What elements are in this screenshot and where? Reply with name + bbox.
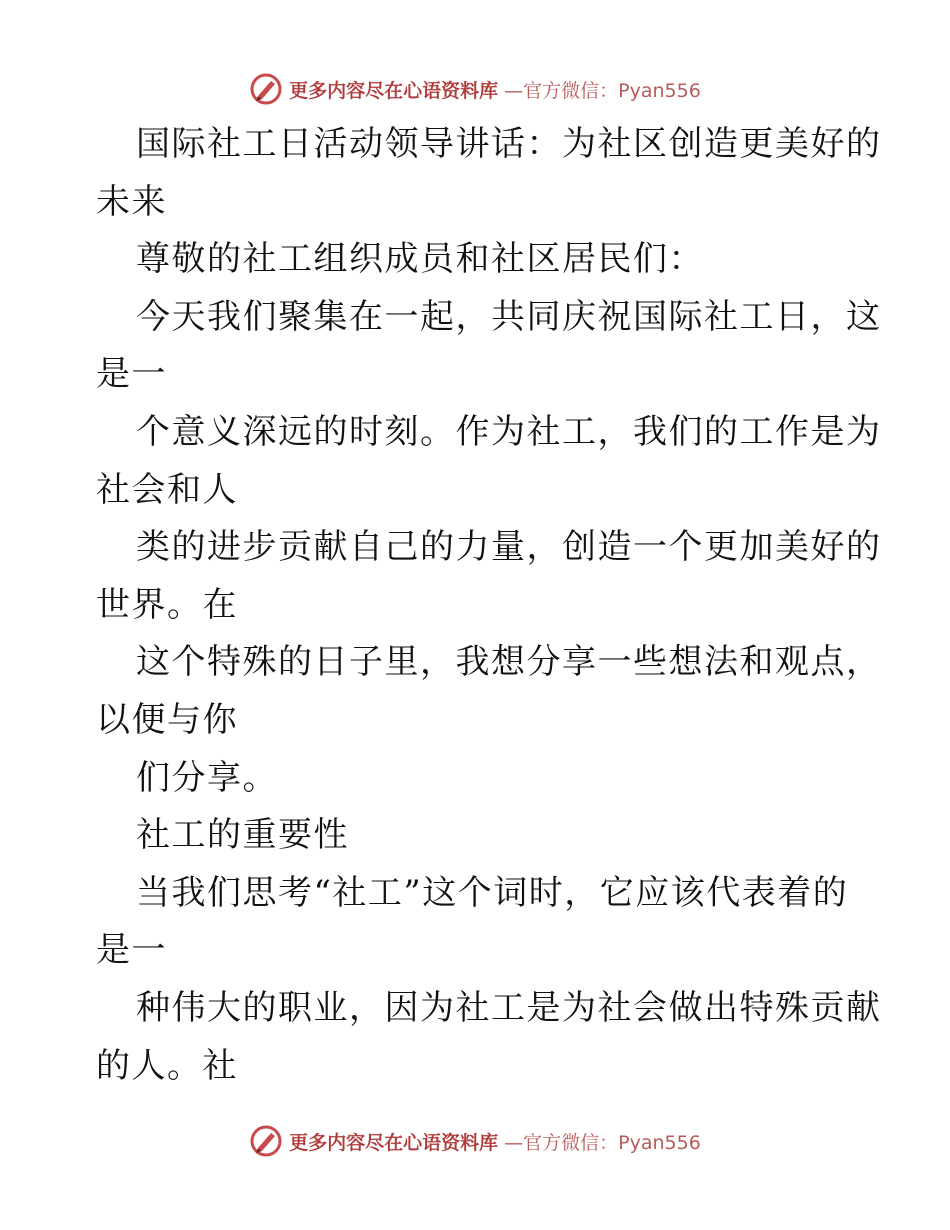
text-line: 种伟大的职业，因为社工是为社会做出特殊贡献 bbox=[136, 987, 882, 1028]
banner-text-contact: —官方微信：Pyan556 bbox=[504, 79, 701, 102]
text-line: 类的进步贡献自己的力量，创造一个更加美好的 bbox=[136, 527, 882, 568]
text-line: 的人。社 bbox=[96, 1045, 238, 1086]
banner-text-contact: —官方微信：Pyan556 bbox=[504, 1131, 701, 1154]
text-line: 以便与你 bbox=[96, 699, 238, 740]
footer-banner bbox=[0, 1124, 950, 1158]
text-line: 们分享。 bbox=[136, 757, 278, 798]
text-line: 今天我们聚集在一起，共同庆祝国际社工日，这 bbox=[136, 296, 882, 337]
text-line: 是一 bbox=[96, 930, 167, 971]
banner-text-main: 更多内容尽在心语资料库 bbox=[289, 1131, 499, 1154]
pen-logo-icon bbox=[249, 72, 283, 106]
banner-text-main: 更多内容尽在心语资料库 bbox=[289, 79, 499, 102]
text-line: 尊敬的社工组织成员和社区居民们： bbox=[136, 239, 704, 280]
pen-logo-icon bbox=[249, 1124, 283, 1158]
text-line: 社会和人 bbox=[96, 469, 238, 510]
document-body bbox=[96, 116, 882, 1095]
text-line: 国际社工日活动领导讲话：为社区创造更美好的 bbox=[136, 124, 882, 164]
text-line: 社工的重要性 bbox=[136, 815, 349, 856]
header-banner bbox=[0, 72, 950, 106]
text-line: 当我们思考“社工”这个词时，它应该代表着的 bbox=[136, 872, 849, 913]
text-line: 未来 bbox=[96, 181, 167, 222]
text-line: 个意义深远的时刻。作为社工，我们的工作是为 bbox=[136, 411, 882, 452]
text-line: 是一 bbox=[96, 354, 167, 395]
text-line: 这个特殊的日子里，我想分享一些想法和观点， bbox=[136, 642, 882, 683]
text-line: 世界。在 bbox=[96, 584, 238, 625]
